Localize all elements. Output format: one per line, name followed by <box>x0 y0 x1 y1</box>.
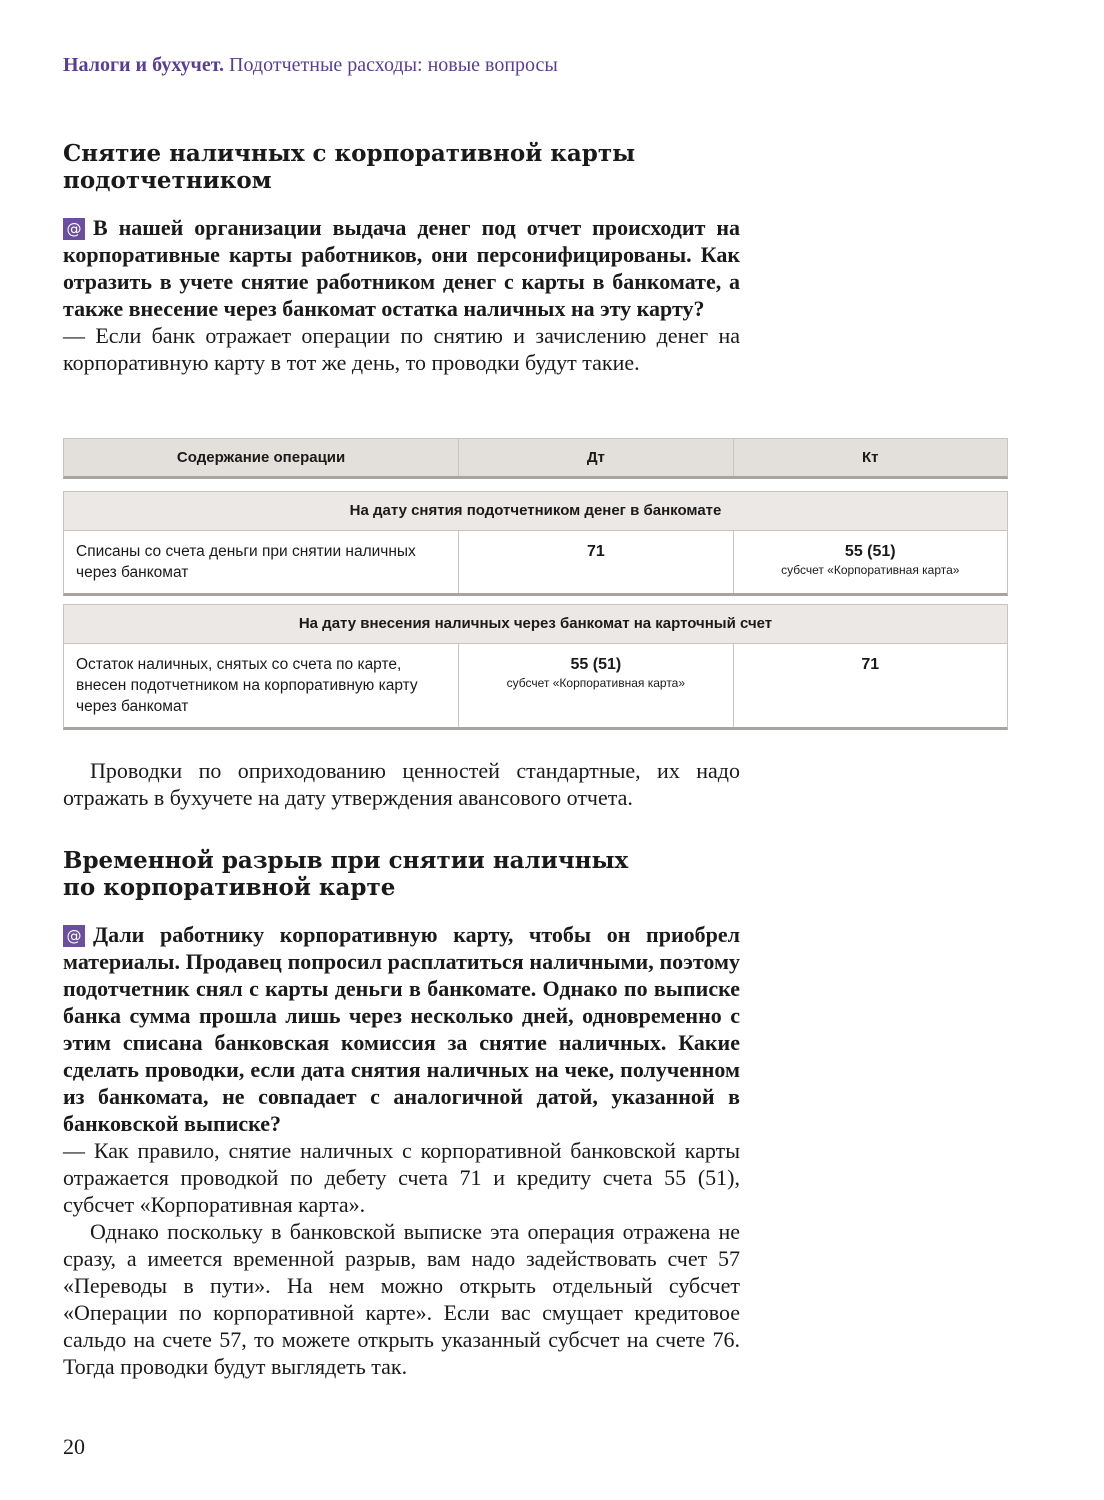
row-debit: 55 (51) субсчет «Корпоративная карта» <box>459 644 733 727</box>
debit-note: субсчет «Корпоративная карта» <box>506 676 686 690</box>
section1-heading: Снятие наличных с корпоративной карты подотчетником <box>63 140 636 194</box>
row-description: Остаток наличных, снятых со счета по карте, внесен подотчетником на корпоративную карту через банкомат <box>64 644 459 727</box>
section2-answer1: — Как правило, снятие наличных с корпоративной банковской карты отражается проводкой по дебету счета 71 и кредиту счета 55 (51), субсчет «Корпоративная карта». <box>63 1138 740 1217</box>
after-table <box>63 757 740 811</box>
section2-answer2: Однако поскольку в банковской выписке эта операция отражена не сразу, а имеется временной разрыв, вам надо задействовать счет 57 «Переводы в пути». На нем можно открыть отдельный субсчет «Операции по корпоративной карте». Если вас смущает кредитовое сальдо на счете 57, то можете открыть указанный субсчет на счете 76. Тогда проводки будут выглядеть так. <box>63 1219 740 1379</box>
credit-note: субсчет «Корпоративная карта» <box>781 563 960 577</box>
after-table-text: Проводки по оприходованию ценностей стандартные, их надо отражать в бухучете на дату утверждения авансового отчета. <box>63 758 740 810</box>
section2-question: @ Дали работнику корпоративную карту, чтобы он приобрел материалы. Продавец попросил расплатиться наличными, поэтому подотчетник снял с карты деньги в банкомате. Однако по выписке банка сумма прошла лишь через несколько дней, одновременно с этим списана банковская комиссия за снятие наличных. Какие сделать проводки, если дата снятия наличных на чеке, полученном из банкомата, не совпадает с аналогичной датой, указанной в банковской выписке? <box>63 922 740 1136</box>
row-credit: 71 <box>861 656 880 673</box>
section2-heading: Временной разрыв при снятии наличных по корпоративной карте <box>63 847 629 901</box>
section1-question: @ В нашей организации выдача денег под отчет происходит на корпоративные карты работников, они персонифицированы. Как отразить в учете снятие работником денег с карты в банкомате, а также внесение через банкомат остатка наличных на эту карту? <box>63 215 740 321</box>
section1-answer: — Если банк отражает операции по снятию и зачислению денег на корпоративную карту в тот же день, то проводки будут такие. <box>63 323 740 375</box>
table-header <box>63 438 1008 479</box>
table-group-deposit <box>63 604 1008 730</box>
col-header-description: Содержание операции <box>64 439 459 476</box>
row-credit: 55 (51) субсчет «Корпоративная карта» <box>734 531 1007 593</box>
group-title: На дату снятия подотчетником денег в банкомате <box>64 492 1007 531</box>
table-row <box>64 531 1007 593</box>
section1 <box>63 140 740 376</box>
section2 <box>63 847 740 1380</box>
running-head-title: Подотчетные расходы: новые вопросы <box>229 54 558 76</box>
row-debit: 71 <box>459 531 733 593</box>
group-title: На дату внесения наличных через банкомат на карточный счет <box>64 605 1007 644</box>
col-header-credit: Кт <box>862 449 879 466</box>
at-sign-icon: @ <box>63 218 85 240</box>
running-head-section: Налоги и бухучет. <box>63 54 225 76</box>
table-row <box>64 644 1007 727</box>
table-group-withdrawal <box>63 491 1008 596</box>
row-description: Списаны со счета деньги при снятии наличных через банкомат <box>64 531 459 593</box>
col-header-debit: Дт <box>459 439 733 476</box>
page-number: 20 <box>63 1434 85 1459</box>
running-head <box>63 54 558 77</box>
at-sign-icon: @ <box>63 925 85 947</box>
